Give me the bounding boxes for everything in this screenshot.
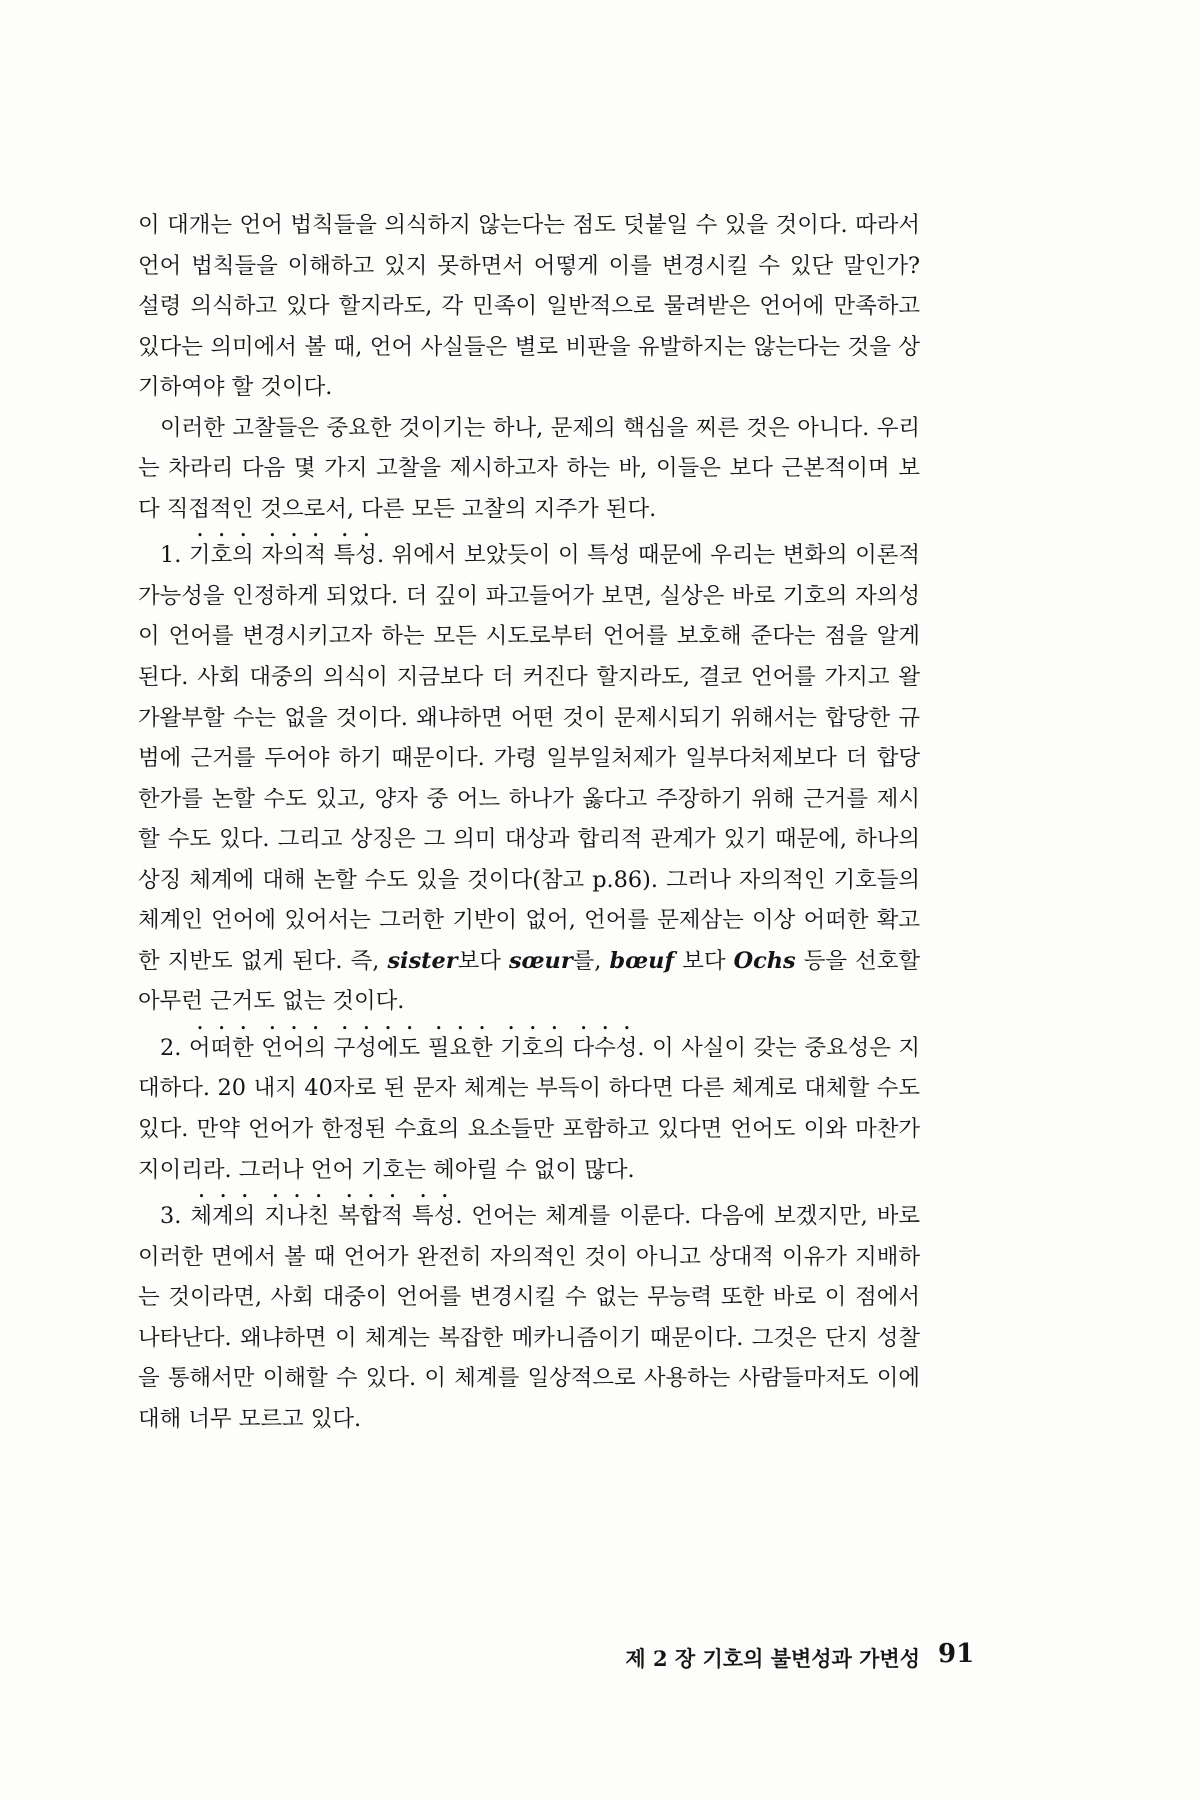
foreign-word: sœur bbox=[508, 947, 573, 974]
paragraph-text: 이러한 고찰들은 중요한 것이기는 하나, 문제의 핵심을 찌른 것은 아니다. 우리는 차라리 다음 몇 가지 고찰을 제시하고자 하는 바, 이들은 보다 근본적이며 보다 직접적인 것으로서, 다른 모든 고찰의 지주가 된다. bbox=[138, 414, 920, 522]
emphasized-heading: 기호의 자의적 특성 bbox=[188, 542, 377, 569]
page-number: 91 bbox=[938, 1639, 975, 1669]
foreign-word: bœuf bbox=[609, 947, 675, 974]
body-text bbox=[138, 205, 920, 1439]
item-number: 2. bbox=[160, 1034, 189, 1061]
running-head: 제 2 장 기호의 불변성과 가변성 bbox=[625, 1646, 920, 1671]
paragraph-text: 이 대개는 언어 법칙들을 의식하지 않는다는 점도 덧붙일 수 있을 것이다. 따라서 언어 법칙들을 이해하고 있지 못하면서 어떻게 이를 변경시킬 수 있단 말인가? 설령 의식하고 있다 할지라도, 각 민족이 일반적으로 물려받은 언어에 만족하고 있다는 의미에서 볼 때, 언어 사실들은 별로 비판을 유발하지는 않는다는 것을 상기하여야 할 것이다. bbox=[138, 212, 920, 401]
paragraph-text: 보다 bbox=[674, 947, 734, 974]
item-number: 3. bbox=[160, 1203, 191, 1230]
foreign-word: sister bbox=[387, 947, 458, 974]
paragraph bbox=[138, 205, 920, 408]
numbered-paragraph bbox=[138, 1190, 920, 1439]
numbered-paragraph bbox=[138, 1022, 920, 1190]
paragraph-text: . 위에서 보았듯이 이 특성 때문에 우리는 변화의 이론적 가능성을 인정하게 되었다. 더 깊이 파고들어가 보면, 실상은 바로 기호의 자의성이 언어를 변경시키고자 하는 모든 시도로부터 언어를 보호해 준다는 점을 알게 된다. 사회 대중의 의식이 지금보다 더 커진다 할지라도, 결코 언어를 가지고 왈가왈부할 수는 없을 것이다. 왜냐하면 어떤 것이 문제시되기 위해서는 합당한 규범에 근거를 두어야 하기 때문이다. 가령 일부일처제가 일부다처제보다 더 합당한가를 논할 수도 있고, 양자 중 어느 하나가 옳다고 주장하기 위해 근거를 제시할 수도 있다. 그리고 상징은 그 의미 대상과 합리적 관계가 있기 때문에, 하나의 상징 체계에 대해 논할 수도 있을 것이다(참고 p.86). 그러나 자의적인 기호들의 체계인 언어에 있어서는 그러한 기반이 없어, 언어를 문제삼는 이상 어떠한 확고한 지반도 없게 된다. 즉, bbox=[138, 542, 920, 974]
item-number: 1. bbox=[160, 542, 189, 569]
foreign-word: Ochs bbox=[733, 947, 796, 974]
paragraph-text: . 이 사실이 갖는 중요성은 지대하다. 20 내지 40자로 된 문자 체계는 부득이 하다면 다른 체계로 대체할 수도 있다. 만약 언어가 한정된 수효의 요소들만 포함하고 있다면 언어도 이와 마찬가지이리라. 그러나 언어 기호는 헤아릴 수 없이 많다. bbox=[138, 1034, 920, 1183]
paragraph-text: 등을 선호할 아무런 근거도 없는 것이다. bbox=[138, 947, 920, 1015]
paragraph bbox=[138, 408, 920, 530]
emphasized-heading: 체계의 지나친 복합적 특성 bbox=[190, 1203, 456, 1230]
emphasized-heading: 어떠한 언어의 구성에도 필요한 기호의 다수성 bbox=[188, 1034, 638, 1061]
paragraph-text: 를, bbox=[572, 947, 610, 974]
paragraph-text: 보다 bbox=[457, 947, 509, 974]
running-footer bbox=[625, 1639, 975, 1673]
paragraph-text: . 언어는 체계를 이룬다. 다음에 보겠지만, 바로 이러한 면에서 볼 때 언어가 완전히 자의적인 것이 아니고 상대적 이유가 지배하는 것이라면, 사회 대중이 언어를 변경시킬 수 없는 무능력 또한 바로 이 점에서 나타난다. 왜냐하면 이 체계는 복잡한 메카니즘이기 때문이다. 그것은 단지 성찰을 통해서만 이해할 수 있다. 이 체계를 일상적으로 사용하는 사람들마저도 이에 대해 너무 모르고 있다. bbox=[138, 1203, 921, 1432]
numbered-paragraph bbox=[138, 529, 920, 1022]
